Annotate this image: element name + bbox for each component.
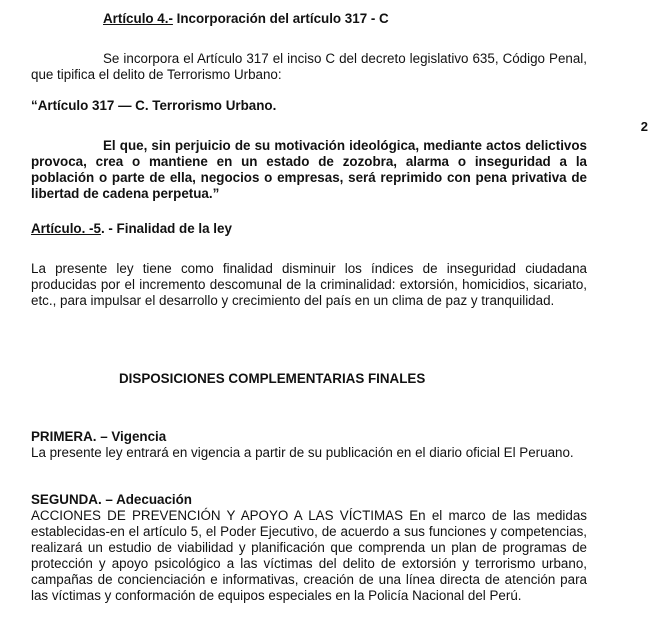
article-4-title: Incorporación del artículo 317 - C <box>172 11 389 26</box>
article-5-body: La presente ley tiene como finalidad disminuir los índices de inseguridad ciudadana producidas por el incremento descomunal de la criminalidad: extorsión, homicidios, sicariato, etc., para impulsar el desarrollo y crecimiento del país en un clima de paz y tranquilidad. <box>31 261 587 308</box>
primera-body: La presente ley entrará en vigencia a partir de su publicación en el diario oficial El Peruano. <box>31 445 574 460</box>
primera-heading: PRIMERA. – Vigencia <box>31 429 167 444</box>
article-4-body: Se incorpora el Artículo 317 el inciso C del decreto legislativo 635, Código Penal, que tipifica el delito de Terrorismo Urbano: <box>31 51 587 82</box>
quote-heading: “Artículo 317 — C. Terrorismo Urbano. <box>31 98 277 113</box>
segunda-heading: SEGUNDA. – Adecuación <box>31 492 192 507</box>
disposiciones-title: DISPOSICIONES COMPLEMENTARIAS FINALES <box>119 371 426 386</box>
quote-body: El que, sin perjuicio de su motivación ideológica, mediante actos delictivos provoca, crea o mantiene en un estado de zozobra, alarma o inseguridad a la población o parte de ella, negocios o empresas, será reprimido con pena privativa de libertad de cadena perpetua.” <box>31 138 587 201</box>
article-4-label: Artículo 4.- <box>103 11 173 26</box>
margin-page-mark: 2 <box>640 119 648 134</box>
article-5-label: Artículo. -5 <box>31 221 101 236</box>
article-5-heading <box>31 221 232 237</box>
article-4-heading <box>103 11 389 27</box>
article-5-title: . - Finalidad de la ley <box>100 221 232 236</box>
segunda-body: ACCIONES DE PREVENCIÓN Y APOYO A LAS VÍCTIMAS En el marco de las medidas establecidas-en el artículo 5, el Poder Ejecutivo, de acuerdo a sus funciones y competencias, realizará un estudio de viabilidad y planificación que comprenda un plan de programas de protección y apoyo psicológico a las víctimas del delito de extorsión y terrorismo urbano, campañas de concienciación e informativas, creación de una línea directa de atención para las víctimas y conformación de equipos especiales en la Policía Nacional del Perú. <box>31 508 587 603</box>
